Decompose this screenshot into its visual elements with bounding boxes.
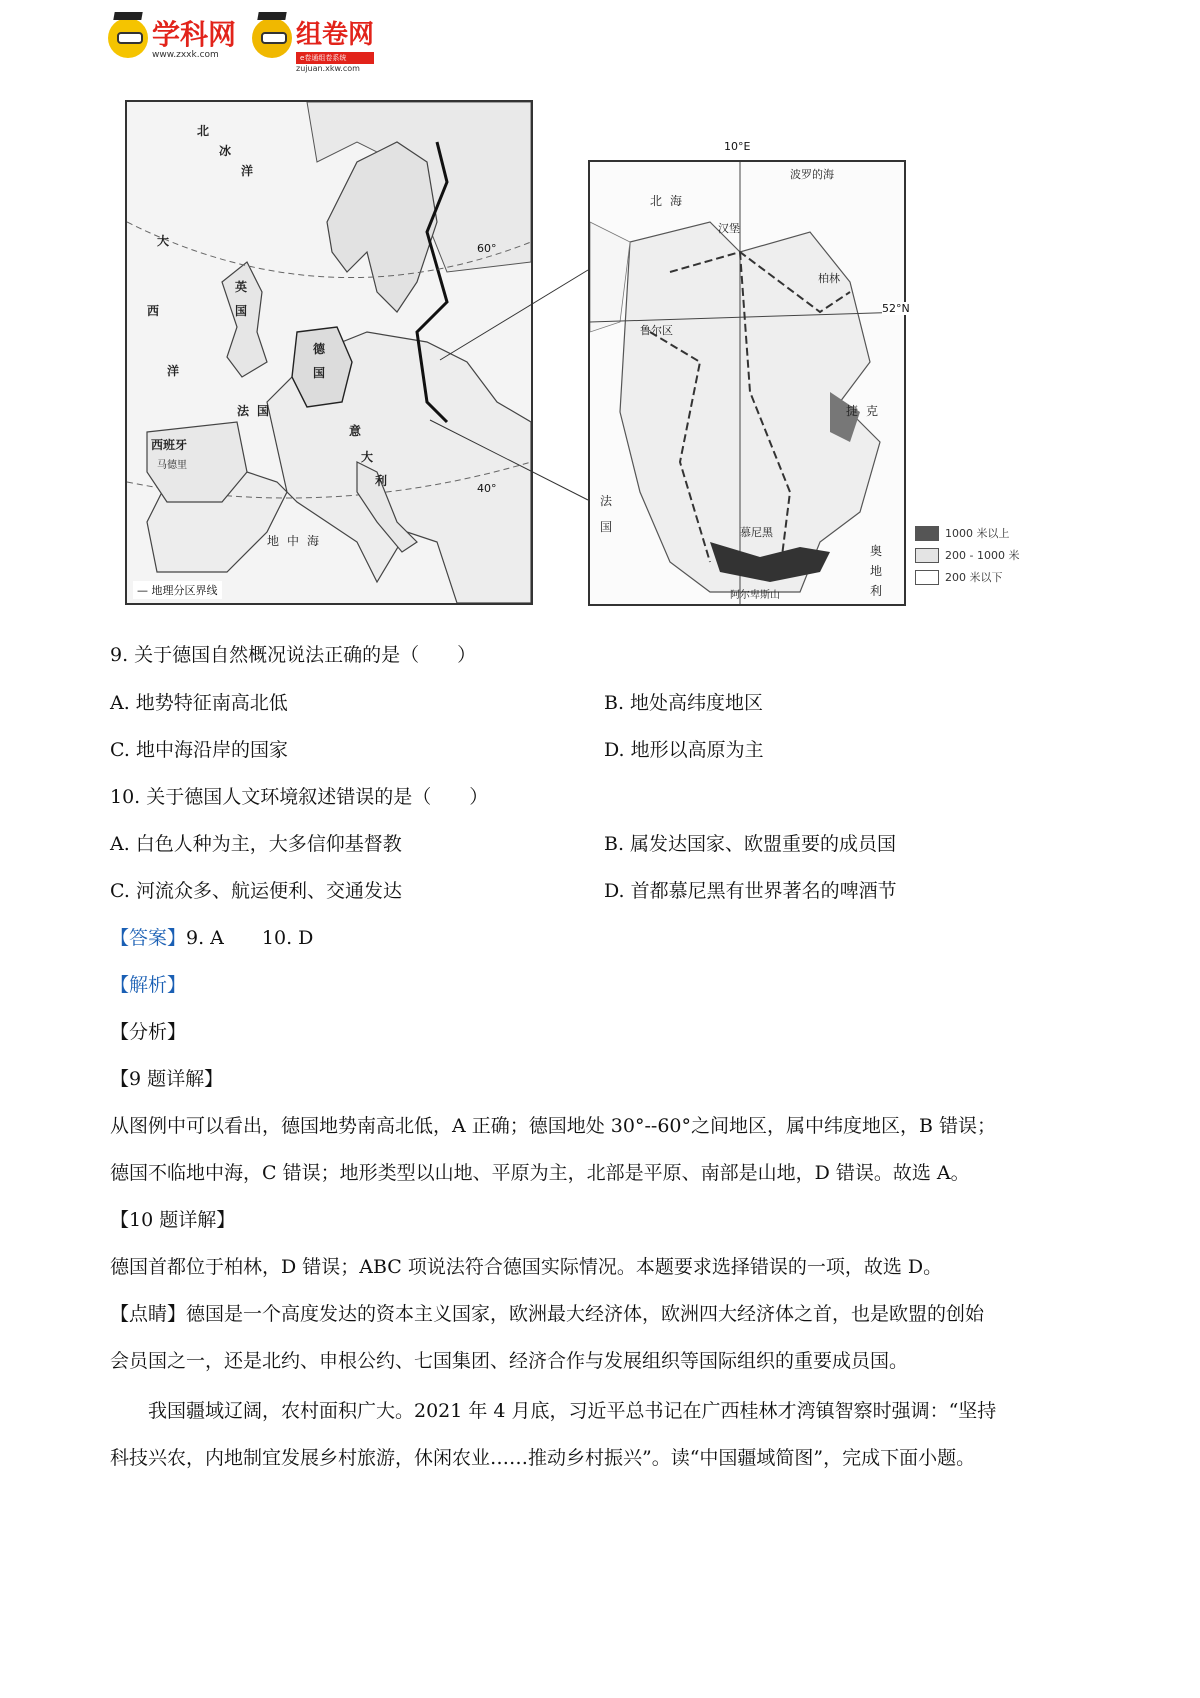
map-label-uk: 英: [235, 280, 248, 294]
q10-option-d: D. 首都慕尼黑有世界著名的啤酒节: [604, 880, 897, 902]
brand1-name: 学科网: [152, 18, 237, 51]
lat-label-52n: 52°N: [882, 302, 910, 315]
q9-option-b: B. 地处高纬度地区: [604, 692, 764, 714]
legend-swatch-high: [915, 526, 939, 541]
germany-map: [588, 140, 910, 606]
map-label-france-2: 国: [257, 404, 270, 418]
legend-swatch-low: [915, 570, 939, 585]
dianjing-line1: 【点睛】德国是一个高度发达的资本主义国家，欧洲最大经济体，欧洲四大经济体之首，也是欧盟的创始: [110, 1303, 985, 1325]
legend-label-mid: 200 - 1000 米: [945, 549, 1020, 562]
map-label-munich: 慕尼黑: [740, 526, 773, 539]
legend-row-high: [915, 522, 1019, 544]
map-label-north-2: 海: [670, 194, 683, 208]
map-label-atlantic-2: 西: [147, 304, 160, 318]
map-label-austria-1: 奥: [870, 544, 883, 558]
q9-detail-line1: 从图例中可以看出，德国地势南高北低，A 正确；德国地处 30°--60°之间地区，属中纬度地区，B 错误；: [110, 1115, 996, 1137]
answer-line: [110, 925, 313, 951]
brand2-name: 组卷网: [296, 20, 375, 50]
q10-option-a: A. 白色人种为主，大多信仰基督教: [110, 833, 402, 855]
q10-stem: 10. 关于德国人文环境叙述错误的是（ ）: [110, 786, 489, 808]
map-label-austria-2: 地: [870, 564, 883, 578]
map-label-atlantic-1: 大: [157, 234, 170, 248]
map-label-med-3: 海: [307, 534, 320, 548]
map-label-italy-3: 利: [375, 474, 388, 488]
legend-label-high: 1000 米以上: [945, 527, 1010, 540]
map-label-berlin: 柏林: [818, 272, 840, 285]
analysis-label: 【解析】: [110, 974, 187, 996]
lon-label-60: 60°: [477, 242, 497, 255]
legend-row-mid: [915, 544, 1019, 566]
answer-label: 【答案】: [110, 927, 187, 949]
map-label-czech-1: 捷: [846, 404, 859, 418]
q10-detail-title: 【10 题详解】: [110, 1209, 236, 1231]
q10-detail-text: 德国首都位于柏林，D 错误；ABC 项说法符合德国实际情况。本题要求选择错误的一项，故选 D。: [110, 1256, 943, 1278]
map-label-italy-2: 大: [361, 450, 374, 464]
elevation-legend: [915, 522, 1019, 588]
map-label-uk-2: 国: [235, 304, 248, 318]
map-legend-boundary: — 地理分区界线: [133, 581, 222, 599]
q9-detail-line2: 德国不临地中海，C 错误；地形类型以山地、平原为主，北部是平原、南部是山地，D 错误。故选 A。: [110, 1162, 970, 1184]
answer-text: 9. A 10. D: [186, 927, 314, 949]
legend-row-low: [915, 566, 1019, 588]
q9-option-c: C. 地中海沿岸的国家: [110, 739, 288, 761]
map-label-north-1: 北: [650, 194, 663, 208]
map-label-czech-2: 克: [866, 404, 879, 418]
map-label-alps: 阿尔卑斯山: [730, 590, 780, 601]
map-label-germany: 德: [313, 342, 326, 356]
fenxi-label: 【分析】: [110, 1021, 187, 1043]
intro-line1: 我国疆域辽阔，农村面积广大。2021 年 4 月底，习近平总书记在广西桂林才湾镇智察时强调：“坚持: [110, 1400, 997, 1422]
q9-detail-title: 【9 题详解】: [110, 1068, 224, 1090]
map-label-ruhr: 鲁尔区: [640, 324, 673, 337]
map-label-france-r1: 法: [600, 494, 613, 508]
map-label-med-2: 中: [287, 534, 300, 548]
map-label-france: 法: [237, 404, 250, 418]
brand2-tag: e卷通组卷系统: [296, 52, 374, 64]
map-label-france-r2: 国: [600, 520, 613, 534]
q10-option-b: B. 属发达国家、欧盟重要的成员国: [604, 833, 897, 855]
q9-option-d: D. 地形以高原为主: [604, 739, 764, 761]
lon-label-10e: 10°E: [724, 140, 751, 153]
map-label-germany-2: 国: [313, 366, 326, 380]
map-label-atlantic-3: 洋: [167, 364, 180, 378]
legend-swatch-mid: [915, 548, 939, 563]
map-label-austria-3: 利: [870, 584, 883, 598]
map-label-madrid: 马德里: [157, 460, 187, 471]
q10-option-c: C. 河流众多、航运便利、交通发达: [110, 880, 402, 902]
legend-label-low: 200 米以下: [945, 571, 1003, 584]
map-label-spain: 西班牙: [151, 438, 188, 452]
intro-line2: 科技兴农，内地制宜发展乡村旅游，休闲农业……推动乡村振兴”。读“中国疆域简图”，完成下面小题。: [110, 1447, 976, 1469]
map-label-hamburg: 汉堡: [718, 222, 740, 235]
brand2-url: zujuan.xkw.com: [296, 64, 360, 73]
map-label-med-1: 地: [267, 534, 280, 548]
map-label-baltic: 波罗的海: [790, 168, 834, 181]
q9-option-a: A. 地势特征南高北低: [110, 692, 288, 714]
lon-label-40: 40°: [477, 482, 497, 495]
map-label-arctic-1: 北: [197, 124, 210, 138]
map-label-arctic-3: 洋: [241, 164, 254, 178]
map-label-italy-1: 意: [349, 424, 362, 438]
dianjing-line2: 会员国之一，还是北约、申根公约、七国集团、经济合作与发展组织等国际组织的重要成员国。: [110, 1350, 909, 1372]
map-label-arctic-2: 冰: [219, 144, 232, 158]
brand1-url: www.zxxk.com: [152, 50, 219, 60]
q9-stem: 9. 关于德国自然概况说法正确的是（ ）: [110, 644, 477, 666]
